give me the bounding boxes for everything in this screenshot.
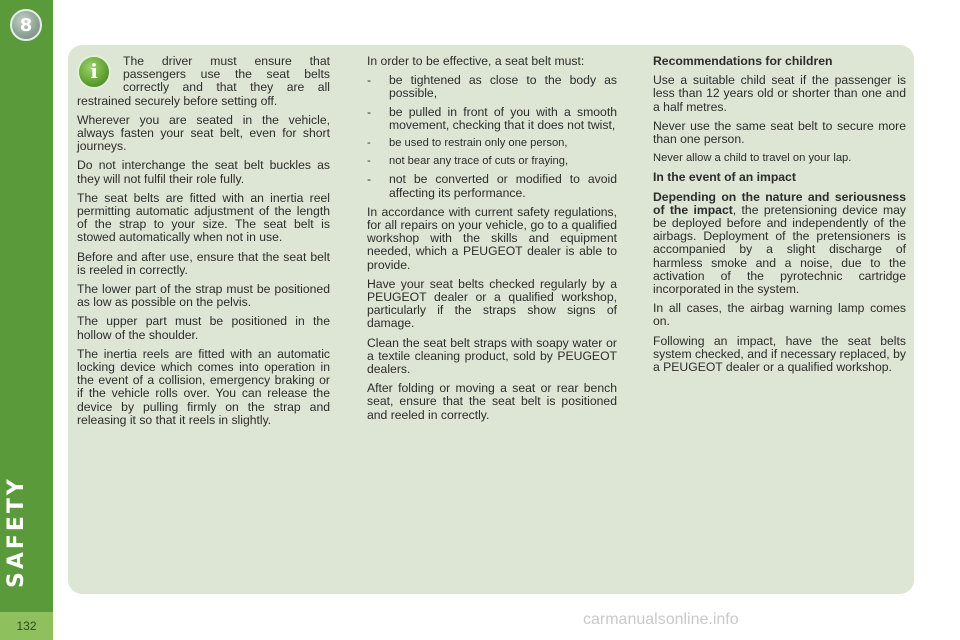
page-number: 132	[0, 612, 53, 640]
paragraph: In accordance with current safety regulations, for all repairs on your vehicle, go to a qualified workshop with the skills and equipment needed, which a PEUGEOT dealer is able to provide.	[367, 204, 617, 272]
paragraph: Wherever you are seated in the vehicle, always fasten your seat belt, even for short journeys.	[77, 112, 330, 154]
impact-bold-lead: Depending on the nature and seriousness of the impact	[653, 189, 906, 217]
section-label: SAFETY	[4, 476, 29, 588]
chapter-badge	[10, 9, 42, 41]
paragraph: Have your seat belts checked regularly by a PEUGEOT dealer or a qualified workshop, particularly if the straps show signs of damage.	[367, 276, 617, 331]
requirements-list	[367, 74, 617, 200]
paragraph: The lower part of the strap must be positioned as low as possible on the pelvis.	[77, 282, 330, 310]
list-item: - not be converted or modified to avoid affecting its performance.	[367, 173, 617, 199]
paragraph	[653, 191, 906, 297]
paragraph: After folding or moving a seat or rear bench seat, ensure that the seat belt is positioned and reeled in correctly.	[367, 381, 617, 422]
paragraph: Never use the same seat belt to secure more than one person.	[653, 118, 906, 147]
list-item: - be tightened as close to the body as possible,	[367, 74, 617, 100]
paragraph: The inertia reels are fitted with an automatic locking device which comes into operation in the event of a collision, emergency braking or if the vehicle rolls over. You can release the device by pulling firmly on the strap and releasing it so that it reels in slightly.	[77, 346, 330, 427]
paragraph: Use a suitable child seat if the passenger is less than 12 years old or shorter than one and a half metres.	[653, 73, 906, 114]
paragraph: The driver must ensure that passengers use the seat belts correctly and that they are all restrained securely before setting off.	[77, 54, 330, 108]
chapter-number: 8	[19, 14, 33, 36]
impact-rest: , the pretensioning device may be deployed before and independently of the airbags. Deployment of the pretensioners is accompanied by a slight discharge of harmless smoke and a noise, due to the activation of the pyrotechnic cartridge incorporated in the system.	[653, 202, 906, 297]
list-item: - be used to restrain only one person,	[367, 137, 617, 150]
list-item: - be pulled in front of you with a smooth movement, checking that it does not twist,	[367, 106, 617, 132]
paragraph: Before and after use, ensure that the seat belt is reeled in correctly.	[77, 249, 330, 277]
paragraph: In all cases, the airbag warning lamp comes on.	[653, 301, 906, 329]
paragraph: Following an impact, have the seat belts system checked, and if necessary replaced, by a PEUGEOT dealer or a qualified workshop.	[653, 333, 906, 375]
paragraph: In order to be effective, a seat belt must:	[367, 54, 585, 68]
paragraph: Clean the seat belt straps with soapy water or a textile cleaning product, sold by PEUGEOT dealers.	[367, 335, 617, 377]
paragraph: The seat belts are fitted with an inertia reel permitting automatic adjustment of the length of the strap to your size. The seat belt is stowed automatically when not in use.	[77, 190, 330, 245]
paragraph: Do not interchange the seat belt buckles as they will not fulfil their role fully.	[77, 158, 330, 186]
children-heading: Recommendations for children	[653, 54, 833, 68]
column-2	[367, 55, 617, 428]
column-1	[77, 55, 330, 433]
column-3	[653, 55, 906, 380]
impact-heading: In the event of an impact	[653, 170, 796, 185]
watermark: carmanualsonline.info	[583, 611, 739, 628]
paragraph: The upper part must be positioned in the hollow of the shoulder.	[77, 314, 330, 342]
chapter-sidebar	[0, 0, 53, 640]
list-item: - not bear any trace of cuts or fraying,	[367, 155, 617, 168]
paragraph: Never allow a child to travel on your lap.	[653, 152, 852, 165]
info-icon: i	[77, 55, 111, 89]
